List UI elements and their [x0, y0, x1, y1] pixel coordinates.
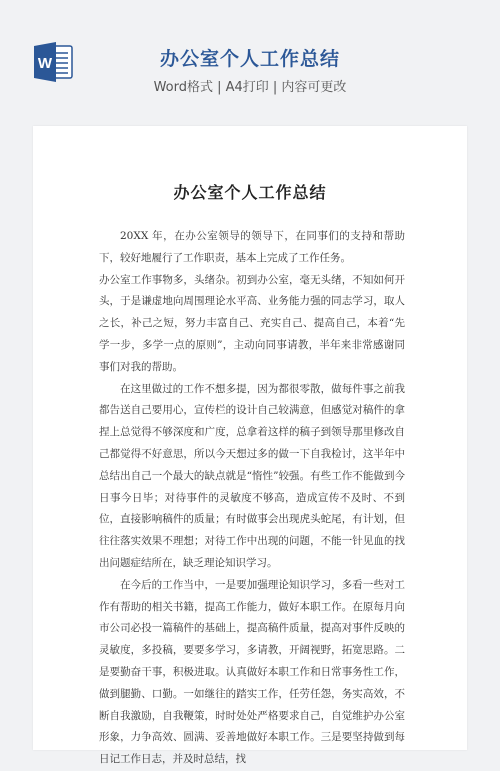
document-body	[99, 226, 405, 771]
document-page	[33, 126, 467, 766]
paragraph: 在这里做过的工作不想多提，因为都很零散，做每件事之前我都告送自己要用心，宣传栏的设计自己较满意，但感觉对稿件的拿捏上总觉得不够深度和广度，总拿着这样的稿子到领导那里修改自己都觉得不好意思，所以今天想过多的做一下自我检讨，这半年中总结出自己一个最大的缺点就是“惰性”较强。有些工作不能做到今日事今日毕；对待事件的灵敏度不够高，造成宣传不及时、不到位，直接影响稿件的质量；有时做事会出现虎头蛇尾，有计划，但往往落实效果不理想；对待工作中出现的问题，不能一针见血的找出问题症结所在，缺乏理论知识学习。	[99, 382, 405, 569]
page-title: 办公室个人工作总结	[159, 48, 340, 70]
paragraph: 办公室工作事物多，头绪杂。初到办公室，毫无头绪，不知如何开头，于是谦虚地向周围理论水平高、业务能力强的同志学习，取人之长，补己之短，努力丰富自己、充实自己、提高自己，本着“先学一步，多学一点的原则”，主动向同事请教，半年来非常感谢同事们对我的帮助。	[99, 273, 405, 373]
page-subtitle: Word格式 | A4打印 | 内容可更改	[153, 80, 347, 95]
document-title: 办公室个人工作总结	[173, 183, 327, 202]
paragraph: 20XX 年，在办公室领导的领导下，在同事们的支持和帮助下，较好地履行了工作职责，基本上完成了工作任务。	[99, 230, 405, 264]
word-icon-letter: W	[37, 55, 53, 72]
header	[0, 0, 500, 112]
paragraph: 在今后的工作当中，一是要加强理论知识学习，多看一些对工作有帮助的相关书籍，提高工作能力，做好本职工作。在原每月向市公司必投一篇稿件的基础上，提高稿件质量，提高对事件反映的灵敏度，多投稿，要要多学习，多请教，开阔视野，拓宽思路。二是要勤奋干事，积极进取。认真做好本职工作和日常事务性工作，做到腿勤、口勤。一如继往的踏实工作，任劳任怨，务实高效，不断自我激励，自我鞭策，时时处处严格要求自己，自觉维护办公室形象，力争高效、圆满、妥善地做好本职工作。三是要坚持做到每日记工作日志，并及时总结，找	[99, 578, 405, 766]
